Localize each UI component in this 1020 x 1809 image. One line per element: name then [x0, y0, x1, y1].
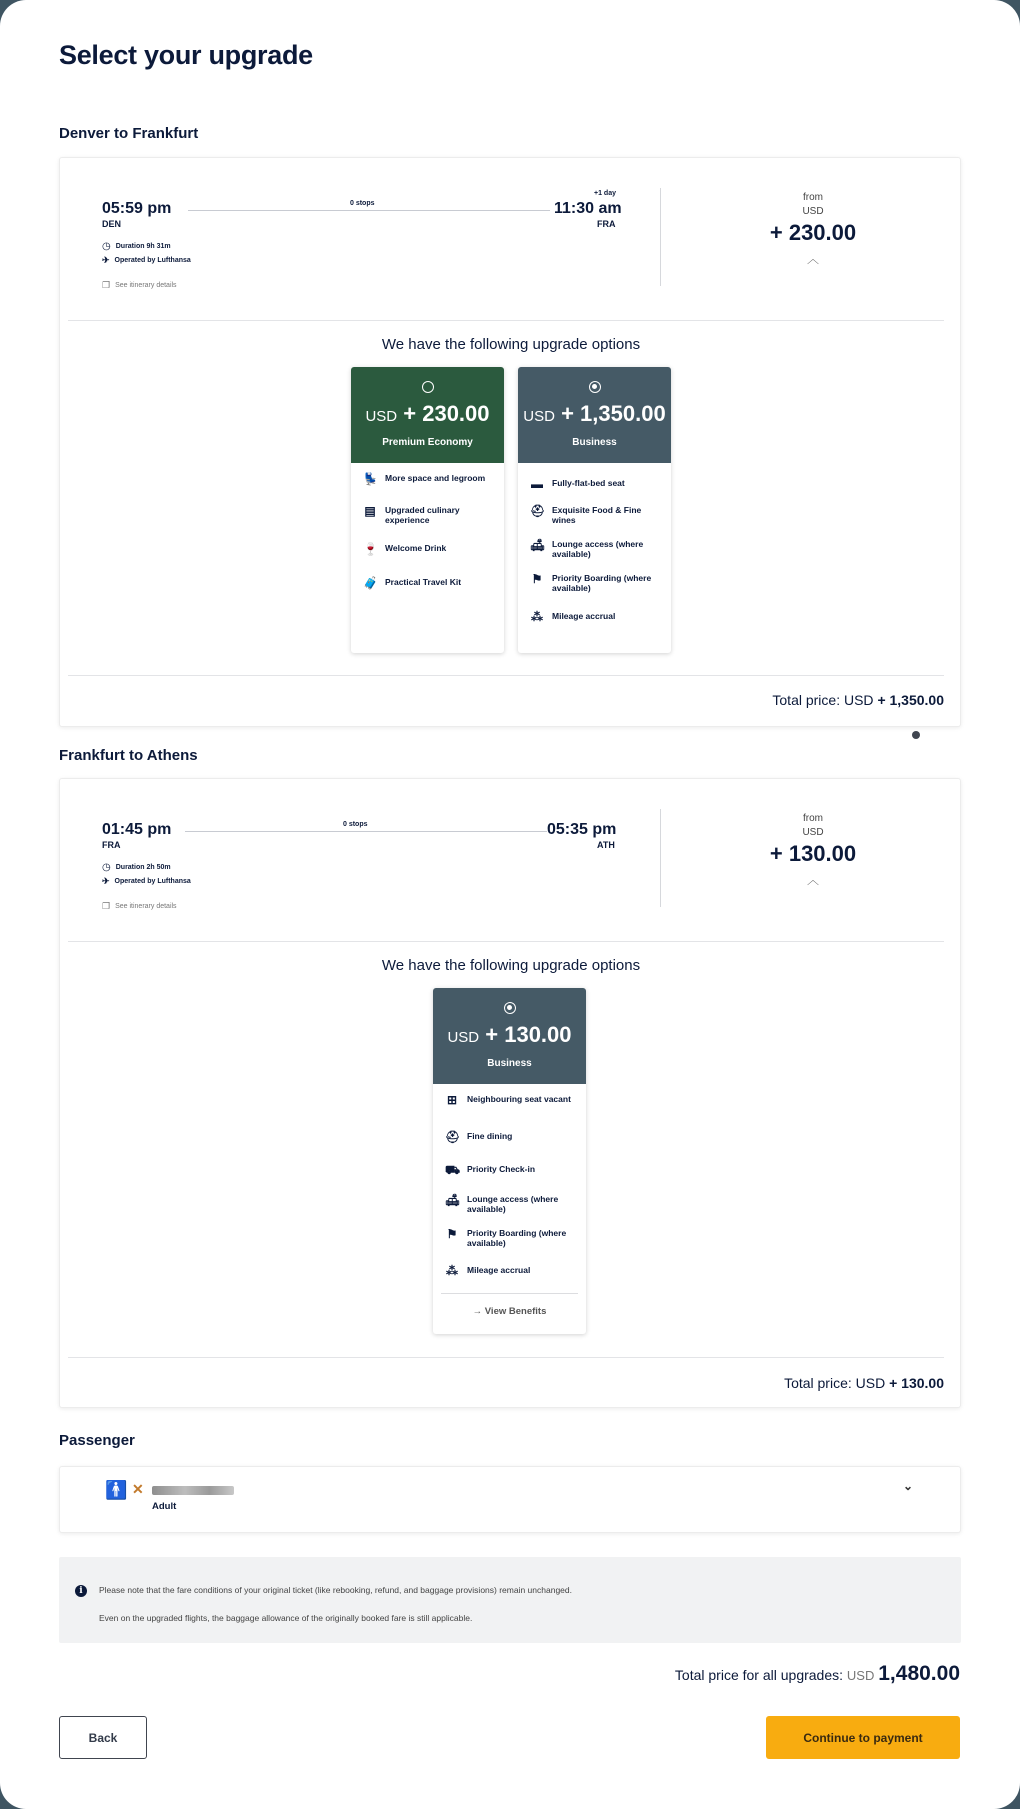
option-name: Business — [487, 1058, 532, 1069]
from-price: + 230.00 — [769, 220, 857, 245]
feature-item: 🍷 Welcome Drink — [363, 542, 447, 556]
options-heading: We have the following upgrade options — [381, 336, 641, 353]
day-offset: +1 day — [594, 190, 616, 197]
departure-code: FRA — [102, 840, 121, 850]
drink-icon: 🍷 — [363, 542, 378, 556]
segment-1-label: Denver to Frankfurt — [59, 125, 199, 142]
feature-item: 🛋 Lounge access (where available) — [530, 538, 644, 559]
radio-unselected[interactable] — [422, 381, 434, 393]
feature-item: ⚑ Priority Boarding (where available) — [446, 1227, 567, 1248]
departure-time: 01:45 pm — [102, 821, 172, 838]
feature-item: ⁂ Mileage accrual — [531, 610, 616, 624]
flat-bed-icon: ▬ — [531, 477, 543, 491]
option-name: Business — [572, 437, 617, 448]
from-currency: USD — [802, 206, 824, 217]
scroll-indicator-dot — [912, 731, 920, 739]
departure-time: 05:59 pm — [102, 200, 172, 217]
seat-legroom-icon: 💺 — [363, 472, 378, 486]
operator: ✈ Operated by Lufthansa — [102, 876, 191, 886]
airplane-icon: ✈ — [102, 876, 110, 886]
itinerary-details-link[interactable]: ❐ See itinerary details — [102, 901, 177, 911]
stops-label: 0 stops — [343, 821, 368, 828]
passenger-type: Adult — [152, 1501, 177, 1512]
segment-2-card — [59, 778, 961, 1408]
priority-boarding-icon: ⚑ — [446, 1227, 458, 1241]
operator: ✈ Operated by Lufthansa — [102, 255, 191, 265]
duration: ◷ Duration 9h 31m — [102, 241, 171, 252]
option-name: Premium Economy — [382, 437, 473, 448]
from-label: from — [803, 192, 823, 203]
culinary-icon: ▤ — [364, 504, 376, 518]
neighbouring-seat-icon: ⊞ — [446, 1093, 458, 1107]
from-price: + 130.00 — [769, 841, 857, 866]
close-icon: ✕ — [132, 1481, 144, 1497]
options-heading: We have the following upgrade options — [381, 957, 641, 974]
feature-item: ⛑ Fine dining — [445, 1130, 513, 1144]
arrival-code: ATH — [597, 840, 615, 850]
segment-total: Total price: USD + 1,350.00 — [772, 692, 944, 708]
arrival-code: FRA — [597, 219, 616, 229]
upgrade-option-business[interactable]: USD + 130.00 Business ⊞ Neighbouring seat vacant ⛑ Fine dining ⛟ Priority Check-in 🛋 Lounge access (where available) ⚑ Priority Boarding (where available) ⁂ Mileage accrual → View Benefits — [433, 988, 586, 1334]
collapse-chevron-up-icon[interactable]: ︿ — [806, 252, 819, 266]
itinerary-details-link[interactable]: ❐ See itinerary details — [102, 280, 177, 290]
from-currency: USD — [802, 827, 824, 838]
radio-selected[interactable] — [589, 381, 601, 393]
notice-line-2: Even on the upgraded flights, the baggage allowance of the originally booked fare is still applicable. — [99, 1613, 473, 1623]
copy-icon: ❐ — [102, 901, 111, 911]
priority-boarding-icon: ⚑ — [531, 572, 543, 586]
notice-line-1: Please note that the fare conditions of your original ticket (like rebooking, refund, and baggage provisions) remain unchanged. — [99, 1585, 572, 1595]
feature-item: ▤ Upgraded culinary experience — [364, 504, 460, 525]
passenger-card[interactable] — [59, 1466, 961, 1533]
priority-checkin-icon: ⛟ — [445, 1163, 461, 1177]
copy-icon: ❐ — [102, 280, 111, 290]
stops-label: 0 stops — [350, 200, 375, 207]
divider — [68, 1357, 944, 1358]
feature-item: ⛟ Priority Check-in — [445, 1163, 536, 1177]
arrival-time: 05:35 pm — [547, 821, 617, 838]
segment-2-label: Frankfurt to Athens — [59, 747, 198, 764]
view-benefits-link[interactable]: → View Benefits — [441, 1293, 578, 1327]
radio-selected[interactable] — [504, 1002, 516, 1014]
arrival-time: 11:30 am — [554, 200, 622, 217]
lounge-icon: 🛋 — [445, 1193, 461, 1207]
grand-total: Total price for all upgrades: USD 1,480.00 — [674, 1662, 960, 1685]
departure-code: DEN — [102, 219, 122, 229]
mileage-icon: ⁂ — [446, 1264, 458, 1278]
airplane-icon: ✈ — [102, 255, 110, 265]
back-button[interactable]: Back — [59, 1716, 147, 1759]
duration: ◷ Duration 2h 50m — [102, 862, 171, 873]
divider — [68, 675, 944, 676]
route-line — [185, 831, 547, 832]
feature-item: ⁂ Mileage accrual — [446, 1264, 531, 1278]
clock-icon: ◷ — [102, 862, 111, 873]
clock-icon: ◷ — [102, 241, 111, 252]
divider — [68, 941, 944, 942]
passenger-label: Passenger — [59, 1432, 135, 1449]
feature-item: 🛋 Lounge access (where available) — [445, 1193, 559, 1214]
page-title: Select your upgrade — [59, 40, 313, 70]
feature-item: ⛑ Exquisite Food & Fine wines — [530, 504, 642, 525]
vertical-divider — [660, 809, 661, 907]
lounge-icon: 🛋 — [530, 538, 546, 552]
vertical-divider — [660, 188, 661, 286]
feature-item: ⊞ Neighbouring seat vacant — [446, 1093, 571, 1107]
mileage-icon: ⁂ — [531, 610, 543, 624]
from-label: from — [803, 813, 823, 824]
passenger-name-redacted — [152, 1486, 234, 1495]
expand-chevron-down-icon[interactable]: ⌄ — [903, 1479, 914, 1493]
feature-item: 💺 More space and legroom — [363, 472, 486, 486]
route-line — [188, 210, 550, 211]
info-icon: i — [75, 1585, 87, 1597]
feature-item: ⚑ Priority Boarding (where available) — [531, 572, 652, 593]
divider — [68, 320, 944, 321]
segment-total: Total price: USD + 130.00 — [784, 1375, 944, 1391]
segment-1-card — [59, 157, 961, 727]
travel-kit-icon: 🧳 — [363, 576, 378, 590]
feature-item: ▬ Fully-flat-bed seat — [531, 477, 625, 491]
continue-to-payment-button[interactable]: Continue to payment — [766, 1716, 960, 1759]
person-icon: 🚹 — [105, 1480, 128, 1500]
upgrade-option-business[interactable]: USD + 1,350.00 Business ▬ Fully-flat-bed seat ⛑ Exquisite Food & Fine wines 🛋 Lounge access (where available) ⚑ Priority Boarding (where available) ⁂ Mileage accrual — [518, 367, 671, 653]
upgrade-option-premium-economy[interactable]: USD + 230.00 Premium Economy 💺 More space and legroom ▤ Upgraded culinary experience 🍷 Welcome Drink 🧳 Practical Travel Kit — [351, 367, 504, 653]
dining-icon: ⛑ — [530, 504, 546, 518]
feature-item: 🧳 Practical Travel Kit — [363, 576, 462, 590]
notice-box — [59, 1557, 961, 1643]
collapse-chevron-up-icon[interactable]: ︿ — [806, 873, 819, 887]
dining-icon: ⛑ — [445, 1130, 461, 1144]
